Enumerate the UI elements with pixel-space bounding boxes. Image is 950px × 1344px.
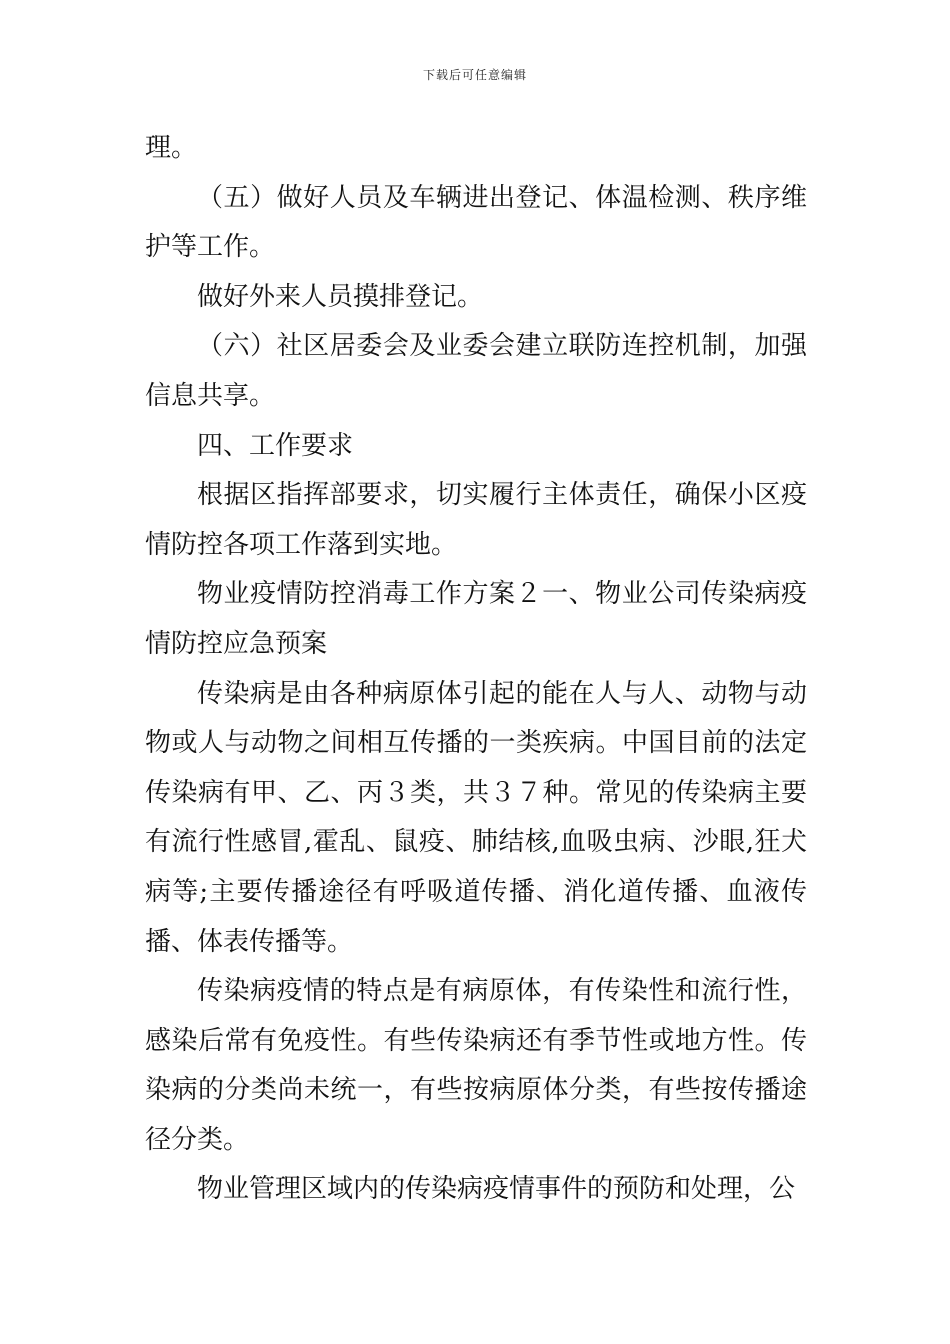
paragraph-7: 物业疫情防控消毒工作方案２一、物业公司传染病疫情防控应急预案 — [145, 579, 807, 659]
paragraph-3: 做好外来人员摸排登记。 — [197, 281, 484, 312]
paragraph-1: 理。 — [145, 133, 198, 163]
paragraph-6: 根据区指挥部要求，切实履行主体责任，确保小区疫情防控各项工作落到实地。 — [145, 480, 807, 560]
document-body — [145, 124, 807, 1215]
page-header-note: 下载后可任意编辑 — [422, 68, 527, 82]
paragraph-9: 传染病疫情的特点是有病原体，有传染性和流行性，感染后常有免疫性。有些传染病还有季节性或地方性。传染病的分类尚未统一，有些按病原体分类，有些按传播途径分类。 — [145, 976, 807, 1155]
paragraph-8: 传染病是由各种病原体引起的能在人与人、动物与动物或人与动物之间相互传播的一类疾病。中国目前的法定传染病有甲、乙、丙３类，共３７种。常见的传染病主要有流行性感冒,霍乱、鼠疫、肺结核,血吸虫病、沙眼,狂犬病等;主要传播途径有呼吸道传播、消化道传播、血液传播、体表传播等。 — [145, 678, 807, 957]
paragraph-2: （五）做好人员及车辆进出登记、体温检测、秩序维护等工作。 — [145, 182, 807, 263]
paragraph-10: 物业管理区域内的传染病疫情事件的预防和处理，公 — [197, 1174, 796, 1205]
paragraph-4: （六）社区居委会及业委会建立联防连控机制，加强信息共享。 — [145, 331, 807, 411]
section-heading-requirements: 四、工作要求 — [197, 430, 354, 461]
